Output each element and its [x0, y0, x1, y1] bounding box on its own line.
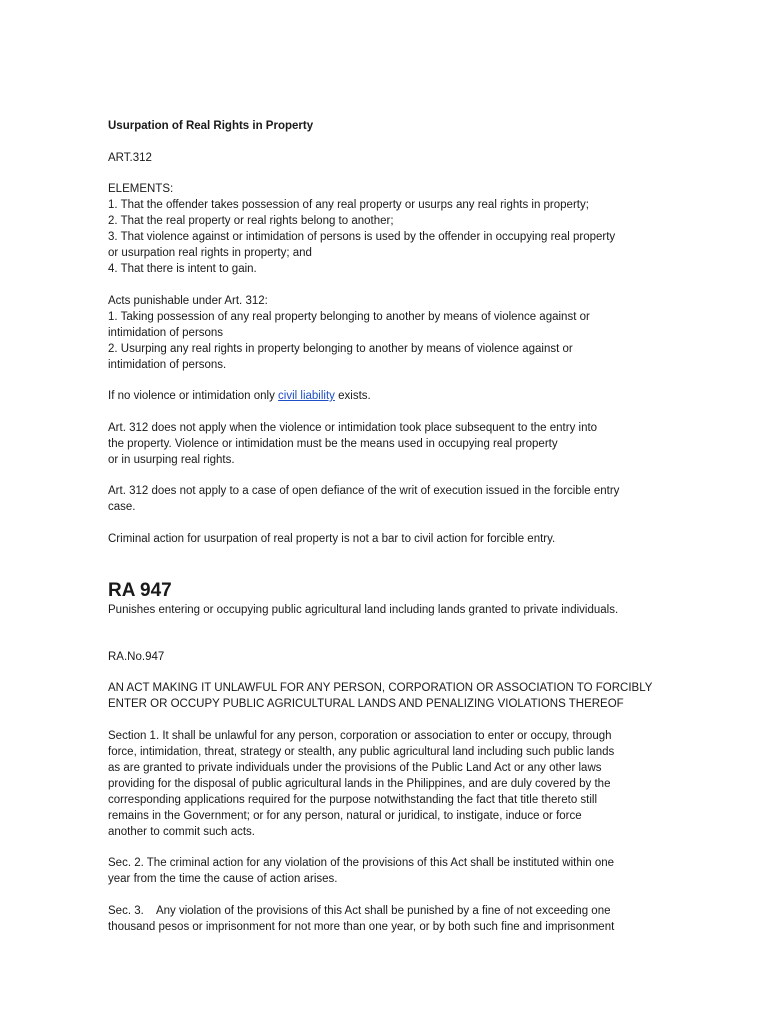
- ra-summary: Punishes entering or occupying public agricultural land including lands granted to private individuals.: [108, 603, 619, 616]
- act-title-line: ENTER OR OCCUPY PUBLIC AGRICULTURAL LANDS AND PENALIZING VIOLATIONS THEREOF: [108, 698, 624, 710]
- element-line: 1. That the offender takes possession of any real property or usurps any real rights in property;: [108, 199, 589, 211]
- act-line: 2. Usurping any real rights in property belonging to another by means of violence against or: [108, 342, 573, 355]
- elements-heading: ELEMENTS:: [108, 183, 174, 195]
- civil-liability-link[interactable]: civil liability: [278, 390, 335, 402]
- element-line: 3. That violence against or intimidation of persons is used by the offender in occupying real property: [108, 231, 616, 243]
- section1-line: Section 1. It shall be unlawful for any person, corporation or association to enter or occupy, through: [108, 729, 612, 742]
- no-violence-suffix: exists.: [334, 390, 371, 402]
- paragraph-line: the property. Violence or intimidation must be the means used in occupying real property: [108, 437, 558, 450]
- act-line: intimidation of persons.: [108, 358, 227, 371]
- section1-line: another to commit such acts.: [108, 825, 256, 838]
- section1-line: remains in the Government; or for any person, natural or juridical, to instigate, induce or force: [108, 809, 582, 822]
- section1-line: as are granted to private individuals under the provisions of the Public Land Act or any other laws: [108, 761, 602, 774]
- paragraph-line: case.: [108, 501, 136, 513]
- section2-line: year from the time the cause of action arises.: [108, 873, 338, 885]
- acts-heading: Acts punishable under Art. 312:: [108, 294, 268, 307]
- document-body: [108, 118, 688, 935]
- paragraph-line: Art. 312 does not apply to a case of open defiance of the writ of execution issued in the forcible entry: [108, 485, 620, 497]
- section2-line: Sec. 2. The criminal action for any violation of the provisions of this Act shall be instituted within one: [108, 857, 615, 869]
- section1-line: providing for the disposal of public agricultural lands in the Philippines, and are duly covered by the: [108, 777, 611, 790]
- paragraph-line: Art. 312 does not apply when the violence or intimidation took place subsequent to the entry into: [108, 421, 598, 434]
- element-line: 2. That the real property or real rights belong to another;: [108, 215, 394, 227]
- no-violence-paragraph: [108, 388, 688, 404]
- paragraph-line: or in usurping real rights.: [108, 453, 235, 466]
- ra-number: RA.No.947: [108, 650, 165, 663]
- act-line: 1. Taking possession of any real property belonging to another by means of violence against or: [108, 310, 590, 323]
- element-line: or usurpation real rights in property; and: [108, 247, 312, 259]
- no-violence-prefix: If no violence or intimidation only: [108, 390, 279, 402]
- document-title: Usurpation of Real Rights in Property: [108, 120, 314, 132]
- element-line: 4. That there is intent to gain.: [108, 263, 257, 275]
- section1-line: corresponding applications required for the purpose notwithstanding the fact that title thereto still: [108, 793, 598, 806]
- section3-line: thousand pesos or imprisonment for not more than one year, or by both such fine and imprisonment: [108, 920, 615, 933]
- section1-line: force, intimidation, threat, strategy or stealth, any public agricultural land including such public lands: [108, 745, 615, 758]
- act-title-line: AN ACT MAKING IT UNLAWFUL FOR ANY PERSON, CORPORATION OR ASSOCIATION TO FORCIBLY: [108, 682, 653, 694]
- section3-line: Sec. 3. Any violation of the provisions of this Act shall be punished by a fine of not exceeding one: [108, 904, 611, 917]
- paragraph-line: Criminal action for usurpation of real property is not a bar to civil action for forcible entry.: [108, 532, 556, 545]
- ra-heading: RA 947: [108, 579, 172, 601]
- article-number: ART.312: [108, 151, 152, 164]
- act-line: intimidation of persons: [108, 326, 224, 339]
